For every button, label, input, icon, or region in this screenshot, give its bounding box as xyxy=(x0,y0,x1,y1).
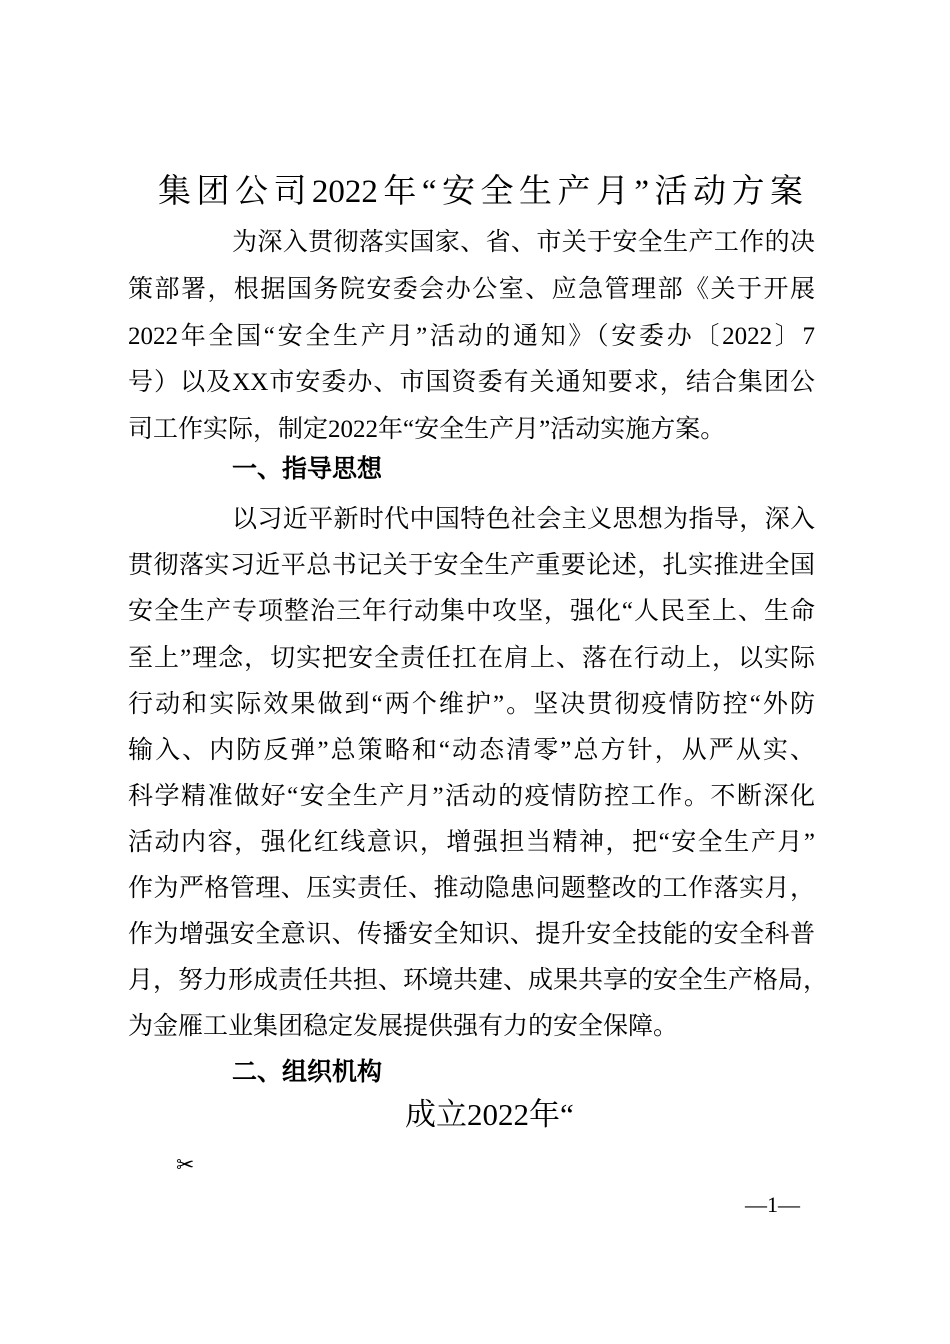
document-title: 集团公司2022年“安全生产月”活动方案 xyxy=(158,174,803,210)
paragraph-line: 科学精准做好“安全生产月”活动的疫情防控工作。不断深化 xyxy=(128,783,815,810)
paragraph-line: 贯彻落实习近平总书记关于安全生产重要论述，扎实推进全国 xyxy=(128,552,815,579)
paragraph-line: 至上”理念，切实把安全责任扛在肩上、落在行动上，以实际 xyxy=(128,645,815,672)
paragraph-line: 活动内容，强化红线意识，增强担当精神，把“安全生产月” xyxy=(128,829,815,856)
section-heading-organization: 二、组织机构 xyxy=(232,1059,383,1086)
paragraph-line: 为深入贯彻落实国家、省、市关于安全生产工作的决 xyxy=(232,229,815,256)
paragraph-line: 司工作实际，制定2022年“安全生产月”活动实施方案。 xyxy=(128,416,726,443)
page-number: —1— xyxy=(745,1192,800,1217)
paragraph-line: 行动和实际效果做到“两个维护”。坚决贯彻疫情防控“外防 xyxy=(128,691,815,718)
paragraph-line: 作为严格管理、压实责任、推动隐患问题整改的工作落实月， xyxy=(128,875,815,902)
paragraph-line: 2022年全国“安全生产月”活动的通知》（安委办〔2022〕7 xyxy=(128,323,815,350)
paragraph-line: 号）以及XX市安委办、市国资委有关通知要求，结合集团公 xyxy=(128,369,815,396)
paragraph-line: 策部署，根据国务院安委会办公室、应急管理部《关于开展 xyxy=(128,276,815,303)
paragraph-line: 输入、内防反弹”总策略和“动态清零”总方针，从严从实、 xyxy=(128,737,815,764)
section2-fragment: 成立2022年“ xyxy=(405,1097,574,1132)
paragraph-line: 月，努力形成责任共担、环境共建、成果共享的安全生产格局， xyxy=(128,967,829,994)
paragraph-line: 为金雁工业集团稳定发展提供强有力的安全保障。 xyxy=(128,1013,679,1040)
section-heading-guiding-ideology: 一、指导思想 xyxy=(232,456,383,483)
paragraph-line: 以习近平新时代中国特色社会主义思想为指导，深入 xyxy=(232,506,815,533)
paragraph-line: 安全生产专项整治三年行动集中攻坚，强化“人民至上、生命 xyxy=(128,598,815,625)
paragraph-line: 作为增强安全意识、传播安全知识、提升安全技能的安全科普 xyxy=(128,921,815,948)
scissors-icon: ✂ xyxy=(176,1152,195,1177)
